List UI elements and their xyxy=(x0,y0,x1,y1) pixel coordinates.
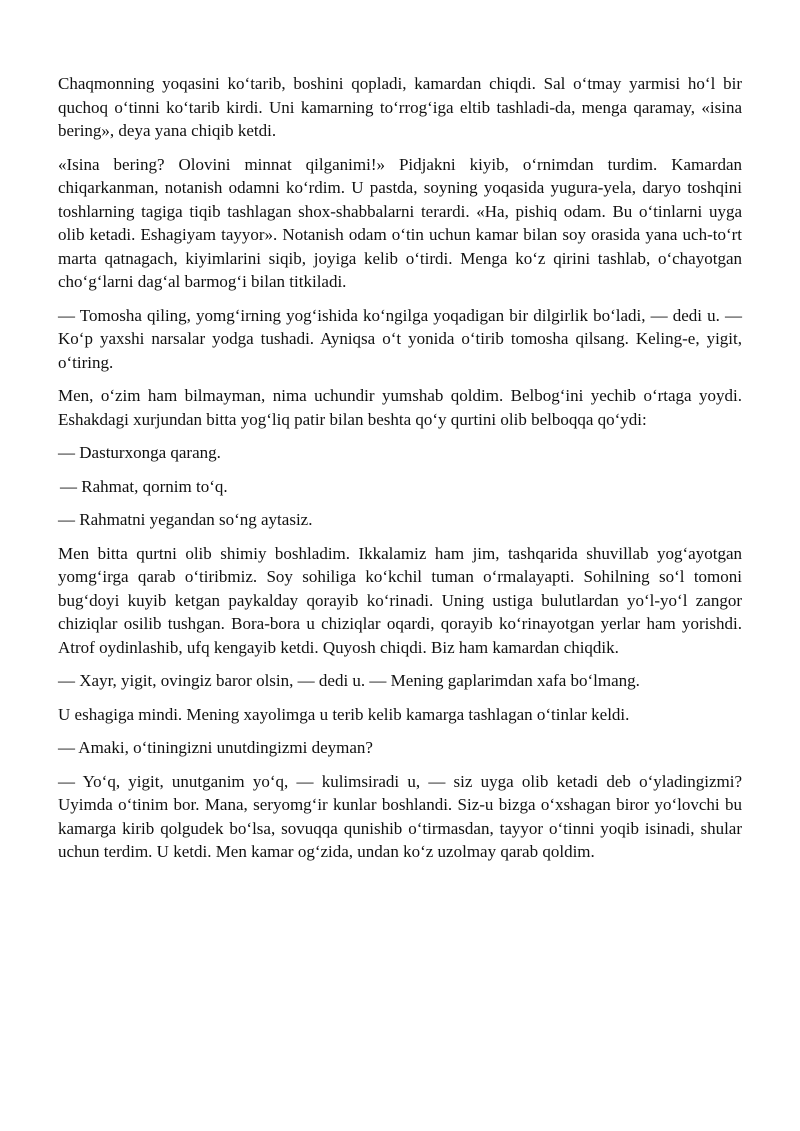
paragraph-4: Men, o‘zim ham bilmayman, nima uchundir yumshab qoldim. Belbog‘ini yechib o‘rtaga yoydi. Eshakdagi xurjundan bitta yog‘liq patir bilan beshta qo‘y qurtini olib belboqqa qo‘ydi: xyxy=(58,386,742,429)
paragraph-1: Chaqmonning yoqasini ko‘tarib, boshini qopladi, kamardan chiqdi. Sal o‘tmay yarmisi ho‘l bir quchoq o‘tinni ko‘tarib kirdi. Uni kamarning to‘rrog‘iga eltib tashladi-da, menga qaramay, «isina bering», deya yana chiqib ketdi. xyxy=(58,74,742,140)
dialogue-line-3: — Rahmatni yegandan so‘ng aytasiz. xyxy=(58,510,313,529)
paragraph-5: Men bitta qurtni olib shimiy boshladim. Ikkalamiz ham jim, tashqarida shuvillab yog‘ayotgan yomg‘irga qarab o‘tiribmiz. Soy sohiliga ko‘kchil tuman o‘rmalayapti. Sohilning so‘l tomoni bug‘doyi kuyib ketgan paykalday qorayib ko‘rinadi. Uning ustiga bulutlardan yo‘l-yo‘l zangor chiziqlar osilib tushgan. Bora-bora u chiziqlar oqardi, qorayib ko‘rinayotgan yerlar ham yorishdi. Atrof oydinlashib, ufq kengayib ketdi. Quyosh chiqdi. Biz ham kamardan chiqdik. xyxy=(58,543,742,657)
paragraph-2: «Isina bering? Olovini minnat qilganimi!» Pidjakni kiyib, o‘rnimdan turdim. Kamardan chiqarkanman, notanish odamni ko‘rdim. U pastda, soyning yoqasida yugura-yela, daryo toshqini toshlarning tagiga tiqib tashlagan shox-shabbalarni terardi. «Ha, pishiq odam. Bu o‘tinlarni uyga olib ketadi. Eshagiyam tayyor». Notanish odam o‘tin uchun kamar bilan soy orasida yana uch-to‘rt marta qatnagach, kiyimlarini siqib, joyiga kelib o‘tirdi. Menga ko‘z qirini tashlab, o‘chayotgan cho‘g‘larni dag‘al barmog‘i bilan titkiladi. xyxy=(58,154,742,291)
dialogue-line-4: — Xayr, yigit, ovingiz baror olsin, — dedi u. — Mening gaplarimdan xafa bo‘lmang. xyxy=(58,671,640,690)
document-page xyxy=(58,72,742,874)
paragraph-6: U eshagiga mindi. Mening xayolimga u terib kelib kamarga tashlagan o‘tinlar keldi. xyxy=(58,704,630,724)
dialogue-line-1: — Dasturxonga qarang. xyxy=(58,443,221,462)
paragraph-7: — Yo‘q, yigit, unutganim yo‘q, — kulimsiradi u, — siz uyga olib ketadi deb o‘yladingizmi? Uyimda o‘tinim bor. Mana, seryomg‘ir kunlar boshlandi. Siz-u bizga o‘xshagan biror yo‘lovchi bu kamarga kirib qolgudek bo‘lsa, sovuqqa qunishib o‘tirmasdan, tayyor o‘tinni yoqib isinadi, shular uchun terdim. U ketdi. Men kamar og‘zida, undan ko‘z uzolmay qarab qoldim. xyxy=(58,771,742,861)
paragraph-3: — Tomosha qiling, yomg‘irning yog‘ishida ko‘ngilga yoqadigan bir dilgirlik bo‘ladi, — dedi u. — Ko‘p yaxshi narsalar yodga tushadi. Ayniqsa o‘t yonida o‘tirib tomosha qilsang. Keling-e, yigit, o‘tiring. xyxy=(58,305,742,372)
dialogue-line-5: — Amaki, o‘tiningizni unutdingizmi deyman? xyxy=(58,738,373,757)
dialogue-line-2: — Rahmat, qornim to‘q. xyxy=(60,476,228,496)
